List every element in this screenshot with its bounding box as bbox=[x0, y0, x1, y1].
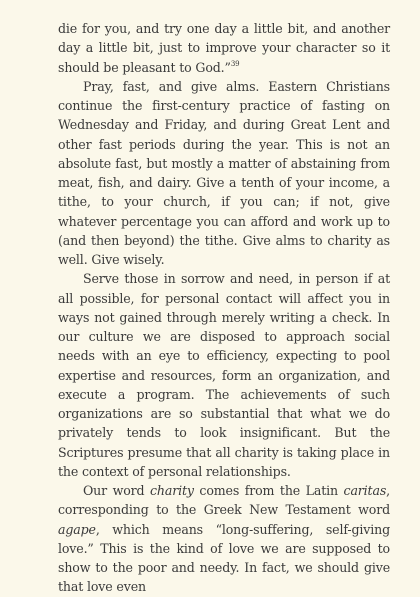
italic-term: agape bbox=[58, 521, 96, 537]
text-segment: comes from the Latin bbox=[193, 483, 344, 498]
text-segment: , corresponding to the Greek New Testament word bbox=[58, 483, 390, 518]
footnote-marker: 39 bbox=[230, 59, 240, 68]
text-segment: Pray, fast, and give alms. Eastern Christians continue the first-century practice of fasting on Wednesday and Friday, and during Great Lent and other fast periods during the year. This is not an absolute fast, but mostly a matter of abstaining from meat, fish, and dairy. Give a tenth of your income, a tithe, to your church, if you can; if not, give whatever percentage you can afford and work up to (and then beyond) the tithe. Give alms to charity as well. Give wisely. bbox=[58, 78, 390, 267]
italic-term: charity bbox=[150, 483, 194, 498]
paragraph-1 bbox=[58, 19, 390, 77]
book-page bbox=[58, 19, 390, 597]
text-segment: Our word bbox=[83, 483, 150, 498]
paragraph-3 bbox=[58, 269, 390, 481]
text-segment: die for you, and try one day a little bit, and another day a little bit, just to improve your character so it should be pleasant to God.” bbox=[58, 21, 390, 75]
paragraph-2 bbox=[58, 77, 390, 270]
paragraph-4 bbox=[58, 481, 390, 597]
text-segment: , which means “long-suffering, self-giving love.” This is the kind of love we are supposed to show to the poor and needy. In fact, we should give that love even bbox=[58, 521, 390, 595]
italic-term: caritas bbox=[343, 483, 387, 498]
text-segment: Serve those in sorrow and need, in person if at all possible, for personal contact will affect you in ways not gained through merely writing a check. In our culture we are disposed to approach social needs with an eye to efficiency, expecting to pool expertise and resources, form an organization, and execute a program. The achievements of such organizations are so substantial that what we do privately tends to look insignificant. But the Scriptures presume that all charity is taking place in the context of personal relationships. bbox=[58, 271, 390, 479]
